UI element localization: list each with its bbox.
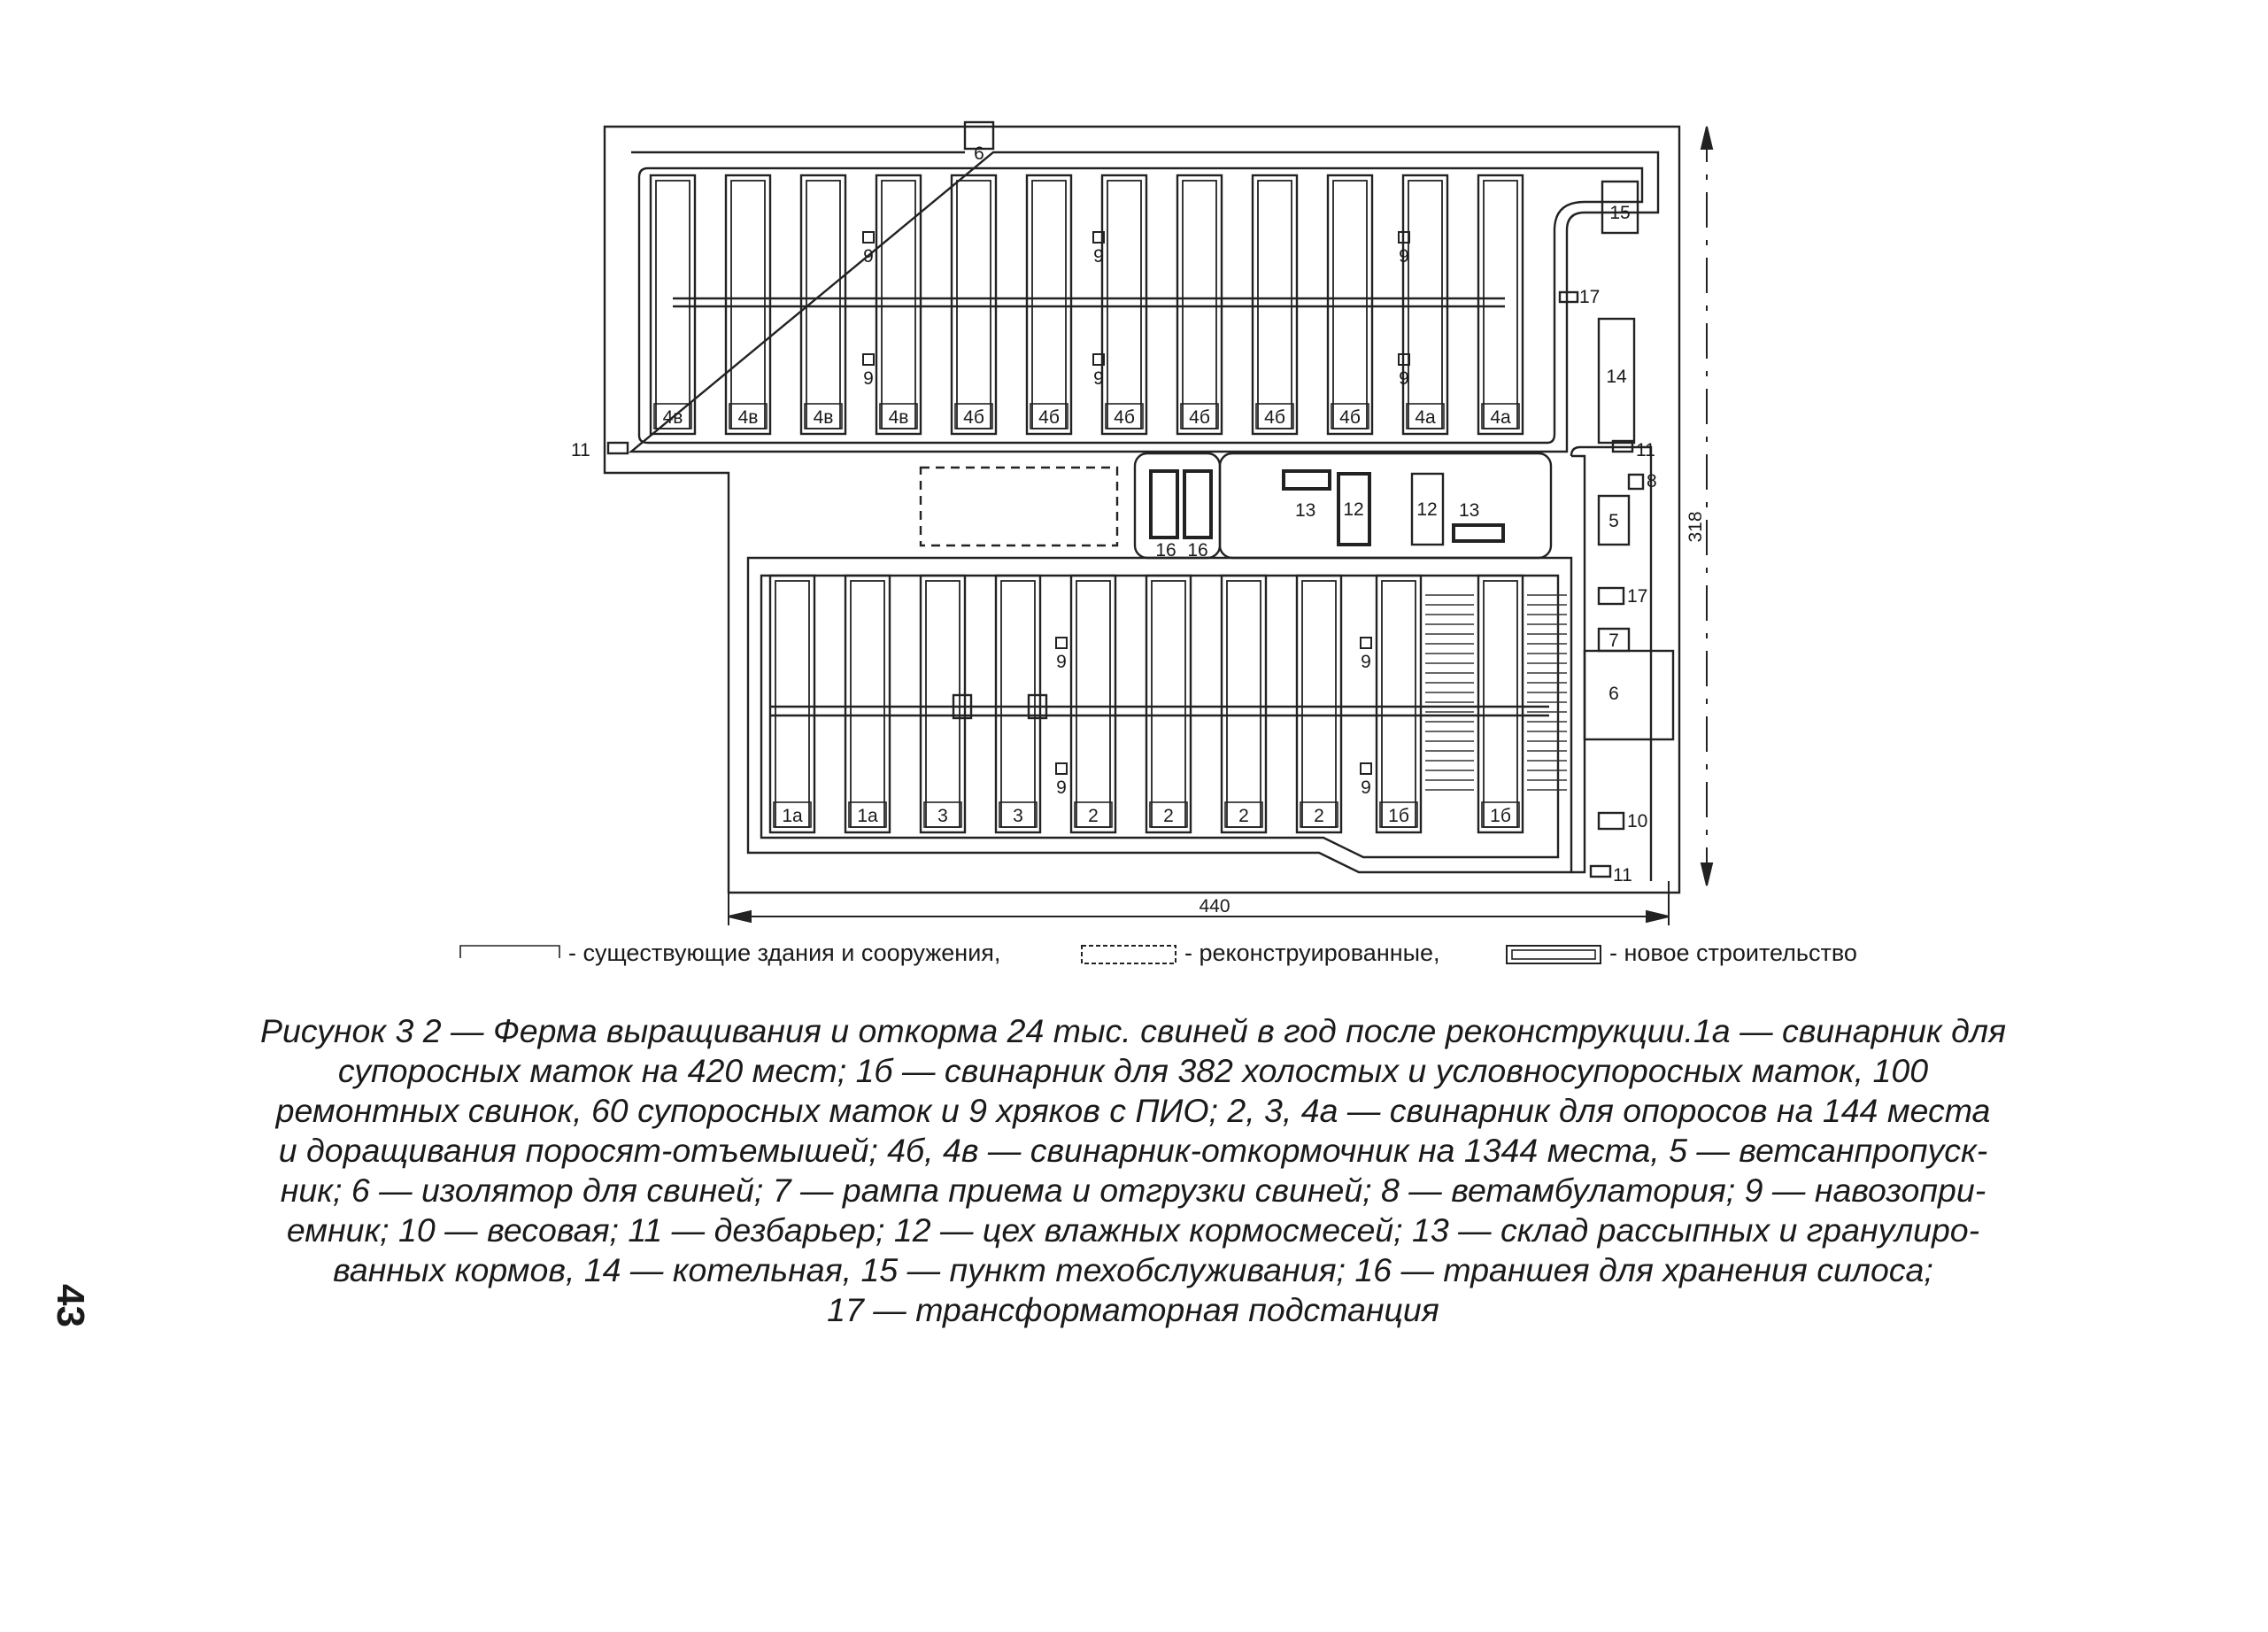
top-building-label-6: 4б <box>1038 407 1060 428</box>
bottom-building-inner-9 <box>1382 581 1416 827</box>
label-17-mid: 17 <box>1627 586 1648 607</box>
silo-trench-a <box>1151 471 1177 538</box>
top-building-label-3: 4в <box>813 407 834 428</box>
building-13-right-shape <box>1454 525 1503 541</box>
label-5: 5 <box>1608 511 1619 531</box>
legend-existing-text: - существующие здания и сооружения, <box>568 940 1001 966</box>
top-building-inner-10 <box>1333 181 1367 429</box>
bottom-building-8 <box>1297 576 1341 832</box>
manure-receiver-label: 9 <box>1093 246 1104 267</box>
bottom-building-inner-10 <box>1484 581 1517 827</box>
top-building-12 <box>1478 175 1523 434</box>
top-building-inner-4 <box>882 181 915 429</box>
bottom-building-label-4: 3 <box>1013 806 1023 826</box>
caption-line: супоросных маток на 420 мест; 1б — свинарник для 382 холостых и условносупоросных маток, 100 <box>337 1052 1929 1089</box>
caption-line: емник; 10 — весовая; 11 — дезбарьер; 12 — цех влажных кормосмесей; 13 — склад рассыпных и гранулиро- <box>286 1211 1980 1249</box>
dimension-height-label: 318 <box>1686 511 1706 543</box>
page-number: 43 <box>49 1284 92 1327</box>
top-building-4 <box>876 175 921 434</box>
bottom-building-10 <box>1478 576 1523 832</box>
building-17-top-shape <box>1560 292 1578 302</box>
legend-new-symbol <box>1507 946 1601 963</box>
bottom-building-3 <box>921 576 965 832</box>
bottom-building-label-2: 1а <box>857 806 878 826</box>
legend-new-symbol-inner <box>1512 950 1595 959</box>
top-building-label-5: 4б <box>963 407 984 428</box>
manure-receiver-label: 9 <box>1361 777 1371 798</box>
bottom-building-2 <box>845 576 890 832</box>
bottom-building-6 <box>1146 576 1191 832</box>
manure-receiver-icon <box>1361 763 1371 774</box>
top-building-label-8: 4б <box>1189 407 1210 428</box>
top-building-7 <box>1102 175 1146 434</box>
top-building-label-12: 4а <box>1490 407 1511 428</box>
manure-receiver-icon <box>1361 638 1371 648</box>
top-building-inner-12 <box>1484 181 1517 429</box>
manure-receiver-icon <box>1056 763 1067 774</box>
top-building-inner-8 <box>1183 181 1216 429</box>
manure-receiver-label: 9 <box>863 246 874 267</box>
top-building-label-11: 4а <box>1415 407 1436 428</box>
dim-arrow-right <box>1647 911 1669 922</box>
barrier-11-bottom-shape <box>1591 866 1610 877</box>
top-building-inner-7 <box>1107 181 1141 429</box>
top-building-inner-5 <box>957 181 991 429</box>
building-13-left-shape <box>1284 471 1330 489</box>
legend <box>460 940 1857 966</box>
bottom-building-inner-2 <box>851 581 884 827</box>
label-16-a: 16 <box>1155 540 1176 561</box>
bottom-building-inner-8 <box>1302 581 1336 827</box>
top-building-10 <box>1328 175 1372 434</box>
label-13-right: 13 <box>1459 500 1480 521</box>
top-building-6 <box>1027 175 1071 434</box>
manure-receiver-label: 9 <box>1361 652 1371 672</box>
site-boundary <box>605 127 1679 893</box>
bottom-building-7 <box>1222 576 1266 832</box>
top-building-9 <box>1253 175 1297 434</box>
label-11-left: 11 <box>571 440 590 460</box>
ramp-hatching <box>1425 595 1567 790</box>
top-building-label-2: 4в <box>737 407 759 428</box>
building-6-right-shape <box>1585 651 1673 739</box>
top-building-label-7: 4б <box>1114 407 1135 428</box>
legend-reconstructed-symbol <box>1082 946 1176 963</box>
top-building-inner-11 <box>1408 181 1442 429</box>
bottom-building-label-6: 2 <box>1163 806 1174 826</box>
top-building-inner-1 <box>656 181 690 429</box>
building-8-shape <box>1629 475 1643 489</box>
top-building-label-10: 4б <box>1339 407 1361 428</box>
label-6-top: 6 <box>974 143 984 164</box>
manure-receiver-icon <box>1056 638 1067 648</box>
bottom-building-4 <box>996 576 1040 832</box>
top-building-label-9: 4б <box>1264 407 1285 428</box>
manure-receiver-label: 9 <box>1399 368 1409 389</box>
top-building-11 <box>1403 175 1447 434</box>
label-7: 7 <box>1608 630 1619 651</box>
top-building-2 <box>726 175 770 434</box>
label-12-left: 12 <box>1343 499 1364 520</box>
building-10-shape <box>1599 813 1624 829</box>
label-14: 14 <box>1606 367 1627 387</box>
dashed-reserve-area <box>921 468 1117 545</box>
bottom-building-inner-7 <box>1227 581 1261 827</box>
manure-receiver-label: 9 <box>1399 246 1409 267</box>
top-building-label-1: 4в <box>662 407 683 428</box>
bottom-building-5 <box>1071 576 1115 832</box>
bottom-building-label-1: 1а <box>782 806 803 826</box>
bottom-building-inner-6 <box>1152 581 1185 827</box>
barrier-11-left-shape <box>608 443 628 453</box>
legend-existing-symbol <box>460 946 559 958</box>
label-13-left: 13 <box>1295 500 1316 521</box>
label-6-right: 6 <box>1608 684 1619 704</box>
bottom-building-label-7: 2 <box>1238 806 1249 826</box>
top-building-inner-6 <box>1032 181 1066 429</box>
manure-receiver-icon <box>863 354 874 365</box>
bottom-building-inner-3 <box>926 581 960 827</box>
caption-line: ремонтных свинок, 60 супоросных маток и 9 хряков с ПИО; 2, 3, 4а — свинарник для опоросов на 144 места <box>275 1092 1991 1129</box>
caption-line: ник; 6 — изолятор для свиней; 7 — рампа приема и отгрузки свиней; 8 — ветамбулатория; 9 — навозопри- <box>280 1172 1986 1209</box>
bottom-building-inner-5 <box>1076 581 1110 827</box>
building-17-mid-shape <box>1599 588 1624 604</box>
top-building-8 <box>1177 175 1222 434</box>
caption-line: и доращивания поросят-отъемышей; 4б, 4в — свинарник-откормочник на 1344 места, 5 — ветсанпропуск- <box>278 1132 1988 1169</box>
label-12-right: 12 <box>1416 499 1438 520</box>
label-11-right-top: 11 <box>1636 440 1655 460</box>
manure-receiver-label: 9 <box>863 368 874 389</box>
manure-receiver-label: 9 <box>1093 368 1104 389</box>
bottom-building-label-9: 1б <box>1388 806 1409 826</box>
top-building-inner-9 <box>1258 181 1292 429</box>
bottom-building-label-3: 3 <box>937 806 948 826</box>
label-11-bottom: 11 <box>1613 865 1632 886</box>
top-building-5 <box>952 175 996 434</box>
bottom-building-label-10: 1б <box>1490 806 1511 826</box>
top-building-inner-2 <box>731 181 765 429</box>
top-building-inner-3 <box>806 181 840 429</box>
caption-line: Рисунок 3 2 — Ферма выращивания и откорма 24 тыс. свиней в год после реконструкции.1а — свинарник для <box>259 1012 2007 1049</box>
dim-arrow-left <box>729 911 751 922</box>
bottom-building-label-8: 2 <box>1314 806 1324 826</box>
bottom-building-inner-1 <box>775 581 809 827</box>
silo-trench-b <box>1184 471 1211 538</box>
dim-arrow-top <box>1701 127 1712 149</box>
bottom-building-9 <box>1377 576 1421 832</box>
caption-line: ванных кормов, 14 — котельная, 15 — пункт техобслуживания; 16 — траншея для хранения силоса; <box>333 1251 1933 1288</box>
caption-line: 17 — трансформаторная подстанция <box>827 1291 1439 1328</box>
manure-receiver-label: 9 <box>1056 652 1067 672</box>
bottom-building-1 <box>770 576 814 832</box>
label-15: 15 <box>1609 203 1631 223</box>
label-10: 10 <box>1627 811 1648 831</box>
bottom-building-inner-4 <box>1001 581 1035 827</box>
figure-caption <box>150 1011 2116 1330</box>
manure-receiver-icon <box>863 232 874 243</box>
legend-new-text: - новое строительство <box>1609 940 1857 966</box>
label-16-b: 16 <box>1187 540 1208 561</box>
label-8: 8 <box>1647 471 1657 491</box>
manure-receiver-label: 9 <box>1056 777 1067 798</box>
top-building-label-4: 4в <box>888 407 909 428</box>
label-17-top: 17 <box>1579 287 1601 307</box>
top-building-1 <box>651 175 695 434</box>
dimension-width-label: 440 <box>1199 896 1230 917</box>
right-service-road <box>1571 456 1585 872</box>
legend-reconstructed-text: - реконструированные, <box>1184 940 1440 966</box>
dim-arrow-bottom <box>1701 863 1712 886</box>
bottom-building-label-5: 2 <box>1088 806 1099 826</box>
